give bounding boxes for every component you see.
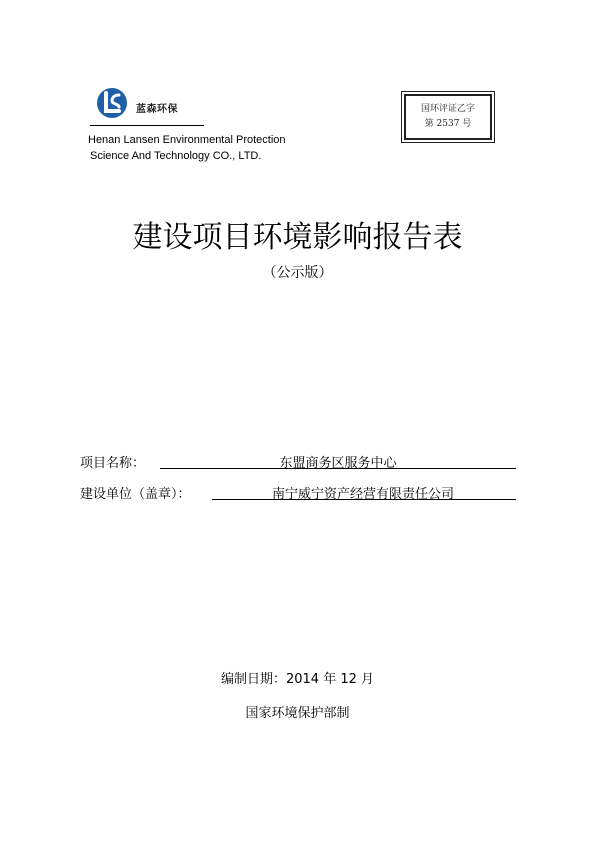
construction-unit-label: 建设单位（盖章）： bbox=[80, 487, 191, 502]
certificate-line-2: 第 2537 号 bbox=[424, 119, 472, 129]
construction-unit-value: 南宁威宁资产经营有限责任公司 bbox=[271, 487, 454, 502]
logo-divider bbox=[90, 125, 204, 126]
project-name-underline bbox=[160, 468, 516, 469]
logo-name: 蓝森环保 bbox=[136, 104, 178, 115]
company-english-line-2: Science And Technology CO., LTD. bbox=[90, 150, 262, 162]
issuing-authority: 国家环境保护部制 bbox=[245, 706, 350, 721]
certificate-stamp bbox=[404, 94, 492, 140]
company-english-line-1: Henan Lansen Environmental Protection bbox=[88, 134, 286, 146]
company-english-name bbox=[88, 132, 286, 164]
document-title: 建设项目环境影响报告表 bbox=[132, 220, 463, 255]
lansen-logo-icon bbox=[95, 86, 129, 120]
document-subtitle: （公示版） bbox=[262, 265, 333, 281]
project-name-value: 东盟商务区服务中心 bbox=[279, 456, 397, 471]
compile-date-value: 2014 年 12 月 bbox=[285, 672, 375, 687]
construction-unit-underline bbox=[212, 499, 516, 500]
compile-date bbox=[0, 668, 595, 687]
compile-date-label: 编制日期： bbox=[220, 672, 286, 687]
project-name-label: 项目名称： bbox=[80, 456, 146, 471]
certificate-line-1: 国环评证乙字 bbox=[420, 104, 475, 114]
